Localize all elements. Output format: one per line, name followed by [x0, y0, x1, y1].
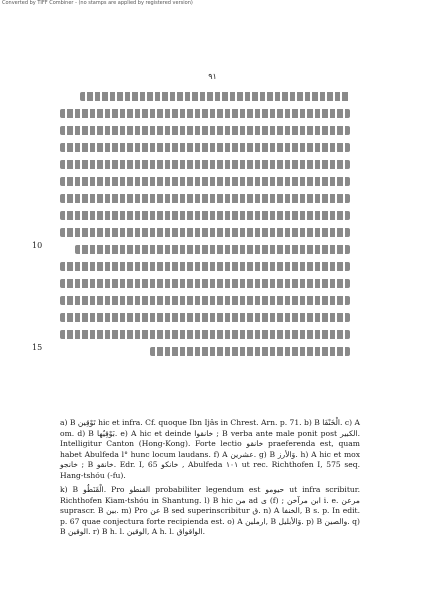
arabic-line-16 [150, 347, 350, 356]
arabic-text-block [60, 92, 350, 412]
arabic-line-15 [60, 330, 350, 339]
footnotes [60, 418, 360, 542]
arabic-line-6 [60, 177, 350, 186]
footnote-paragraph-2: k) B الْقَنَطُو. Pro القنطو probabiliter legendum est حيومو ut infra scribitur. Richthofen Kiam-tshóu in Shantung. l) B hic من ad ى (f) ; ابن مرآخن i. e. مرعن suprascr. B بين. m) Pro عن B sed superinscribitur ق. n) A الخنفا, B s. p. In edit. p. 67 quae conjectura forte recipienda est. o) A ارملين, B وَالأبليل. p) B والصين. q) B الوقين. r) B h. l. الوقين, A h. l. الواقواق. [60, 485, 361, 536]
arabic-line-9 [60, 228, 350, 237]
arabic-line-11 [60, 262, 350, 271]
line-number-10: 10 [32, 241, 43, 250]
watermark-text: Converted by TIFF Combiner - (no stamps are applied by registered version) [2, 0, 193, 6]
arabic-line-7 [60, 194, 350, 203]
arabic-line-14 [60, 313, 350, 322]
arabic-line-3 [60, 126, 350, 135]
arabic-line-4 [60, 143, 350, 152]
page-number: ٩١ [208, 72, 217, 81]
arabic-line-8 [60, 211, 350, 220]
arabic-line-10 [75, 245, 350, 254]
line-number-15: 15 [32, 343, 43, 352]
arabic-line-1 [80, 92, 350, 101]
arabic-line-2 [60, 109, 350, 118]
arabic-line-5 [60, 160, 350, 169]
arabic-line-12 [60, 279, 350, 288]
arabic-line-13 [60, 296, 350, 305]
footnote-paragraph-1: a) B تَوْقِين hic et infra. Cf. quoque Ibn Ijâs in Chrest. Arn. p. 71. b) B الْخَنْفَا. c) A om. d) B بَوْقِيُها. e) A hic et deinde خانقوا ; B verba ante male ponit post الكبير. Intelligitur Canton (Hong-Kong). Forte lectio خانقو praeferenda est, quam habet Abulfeda l° hunc locum laudans. f) A عشرين. g) B وَالأرز. h) A hic et mox خانجو ; B خانقو. Edr. I, 65 خانكو , Abulfeda ١٠١ ut rec. Richthofen I, 575 seq. Hang-tshóu (-fu). [60, 418, 360, 480]
